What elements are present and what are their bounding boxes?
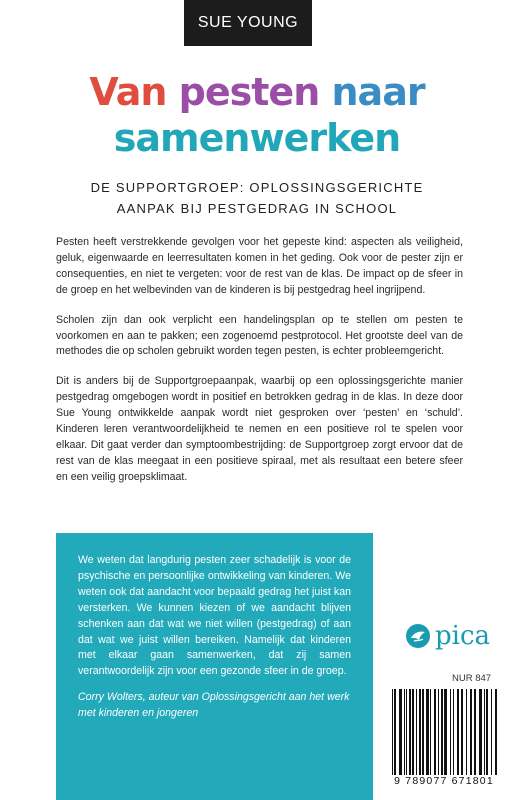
isbn-number: 9 789077 671801 xyxy=(388,775,500,787)
subtitle-line1: DE SUPPORTGROEP: OPLOSSINGSGERICHTE xyxy=(90,180,424,195)
quote-attribution: Corry Wolters, auteur van Oplossingsgericht aan het werk met kinderen en jongeren xyxy=(78,691,350,720)
blurb-paragraph-1: Pesten heeft verstrekkende gevolgen voor het gepeste kind: aspecten als veiligheid, geluk, eigenwaarde en leerresultaten komen in het geding. Ook voor de pester zijn er consequenties, en niet te vergeten: voor de rest van de klas. De impact op de sfeer in de groep en het welbevinden van de kinderen is bij pestgedrag heel ingrijpend. xyxy=(56,236,463,296)
title-word-naar: naar xyxy=(331,70,425,114)
nur-code: NUR 847 xyxy=(452,673,492,684)
publisher-logo xyxy=(405,623,490,649)
blurb xyxy=(56,235,463,500)
blurb-paragraph-3: Dit is anders bij de Supportgroepaanpak, waarbij op een oplossingsgerichte manier pestgedrag omgebogen wordt in positief en betrokken gedrag in de klas. In deze door Sue Young ontwikkelde aanpak wordt niet gesproken over ‘pesten’ en ‘schuld’. Kinderen leren verantwoordelijkheid te nemen en een positieve rol te spelen voor elkaar. Dit gaat verder dan symptoombestrijding: de Supportgroep zorgt ervoor dat de rest van de klas meegaat in een positieve spiraal, met als resultaat een betere sfeer en een veilig groepsklimaat. xyxy=(56,375,463,483)
subtitle-line2: AANPAK BIJ PESTGEDRAG IN SCHOOL xyxy=(116,201,398,216)
book-title-line1 xyxy=(0,70,514,114)
title-word-pesten: pesten xyxy=(178,70,320,114)
publisher-name: pica xyxy=(435,621,491,651)
isbn-barcode xyxy=(388,689,500,787)
blurb-paragraph-2: Scholen zijn dan ook verplicht een handelingsplan op te stellen om pesten te voorkomen en aan te pakken; een zogenoemd pestprotocol. Het grootste deel van de methodes die op scholen gebruikt worden tegen pesten, is echter probleemgericht. xyxy=(56,313,463,358)
book-title-line2: samenwerken xyxy=(113,116,401,160)
quote-box xyxy=(56,533,373,800)
pica-bird-icon xyxy=(405,623,431,649)
quote-text: We weten dat langdurig pesten zeer schadelijk is voor de psychische en persoonlijke ontwikkeling van kinderen. We weten ook dat aandacht voor bepaald gedrag het juist kan versterken. We kunnen kiezen of we aandacht blijven schenken aan dat wat we niet willen (pestgedrag) of aan dat wat we juist willen bereiken. Namelijk dat kinderen met elkaar gaan samenwerken, dat zij samen verantwoordelijk zijn voor een gezonde sfeer in de groep. xyxy=(78,554,351,678)
title-word-van: Van xyxy=(89,70,167,114)
author-label: SUE YOUNG xyxy=(184,0,312,46)
